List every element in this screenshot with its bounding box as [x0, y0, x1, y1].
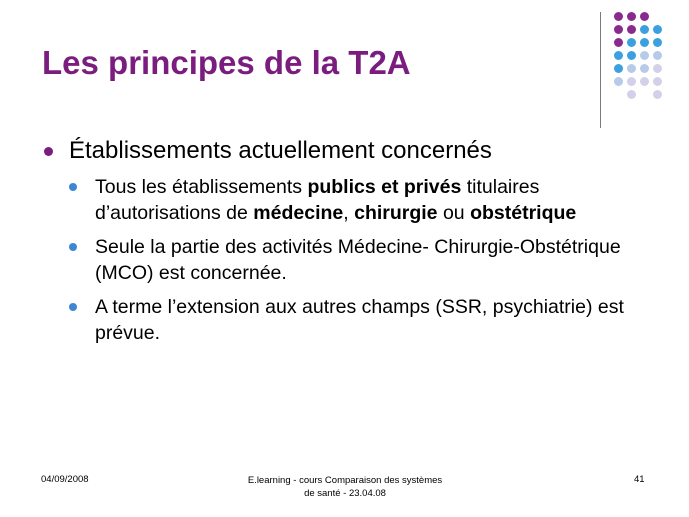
- decorative-dot-icon: [653, 25, 662, 34]
- decorative-dot-icon: [614, 12, 623, 21]
- bullet-item-1: [42, 174, 652, 226]
- decorative-dot-icon: [640, 12, 649, 21]
- text-span: ou: [437, 202, 471, 224]
- decorative-dot-icon: [614, 38, 623, 47]
- divider-line: [600, 12, 601, 128]
- decorative-dot-icon: [627, 25, 636, 34]
- bold-span: chirurgie: [354, 202, 438, 224]
- decorative-dot-icon: [640, 77, 649, 86]
- bullet-level1-text: Établissements actuellement concernés: [69, 137, 492, 164]
- decorative-dot-icon: [627, 90, 636, 99]
- bullet-item-text: A terme l’extension aux autres champs (SSR, psychiatrie) est prévue.: [95, 296, 624, 344]
- footer-caption: [220, 474, 470, 500]
- bold-span: obstétrique: [470, 202, 577, 224]
- bullet-level1: [42, 136, 652, 166]
- decorative-dot-icon: [627, 12, 636, 21]
- decorative-dot-icon: [653, 77, 662, 86]
- footer-caption-line2: de santé - 23.04.08: [304, 488, 386, 499]
- bullet-dot-icon: [69, 303, 77, 311]
- bullet-dot-icon: [44, 147, 53, 156]
- decorative-dot-icon: [614, 77, 623, 86]
- decorative-dot-icon: [653, 64, 662, 73]
- text-span: ,: [343, 202, 355, 224]
- bullet-item-3: [42, 294, 652, 346]
- decorative-dot-icon: [614, 51, 623, 60]
- decorative-dot-icon: [627, 64, 636, 73]
- decorative-dot-icon: [640, 51, 649, 60]
- decorative-dot-icon: [640, 38, 649, 47]
- text-span: titulaires d’autorisations de: [95, 176, 540, 224]
- bullet-dot-icon: [69, 243, 77, 251]
- decorative-dot-icon: [627, 38, 636, 47]
- decorative-dot-icon: [627, 51, 636, 60]
- decorative-dot-icon: [614, 25, 623, 34]
- decorative-dot-grid: [614, 12, 678, 112]
- bold-span: publics et privés: [307, 176, 462, 198]
- slide-content: [42, 136, 652, 354]
- decorative-dot-icon: [627, 77, 636, 86]
- text-span: Tous les établissements: [95, 176, 308, 198]
- decorative-dot-icon: [653, 90, 662, 99]
- slide-title: Les principes de la T2A: [42, 44, 411, 81]
- bullet-item-text: Seule la partie des activités Médecine- Chirurgie-Obstétrique (MCO) est concernée.: [95, 236, 621, 284]
- footer-date: 04/09/2008: [41, 474, 89, 485]
- bullet-dot-icon: [69, 183, 77, 191]
- footer-page-number: 41: [634, 474, 645, 485]
- bold-span: médecine: [253, 202, 344, 224]
- decorative-dot-icon: [614, 64, 623, 73]
- bullet-item-2: [42, 234, 652, 286]
- footer-caption-line1: E.learning - cours Comparaison des systèmes: [247, 475, 443, 486]
- decorative-dot-icon: [653, 51, 662, 60]
- decorative-dot-icon: [640, 64, 649, 73]
- decorative-dot-icon: [640, 25, 649, 34]
- decorative-dot-icon: [653, 38, 662, 47]
